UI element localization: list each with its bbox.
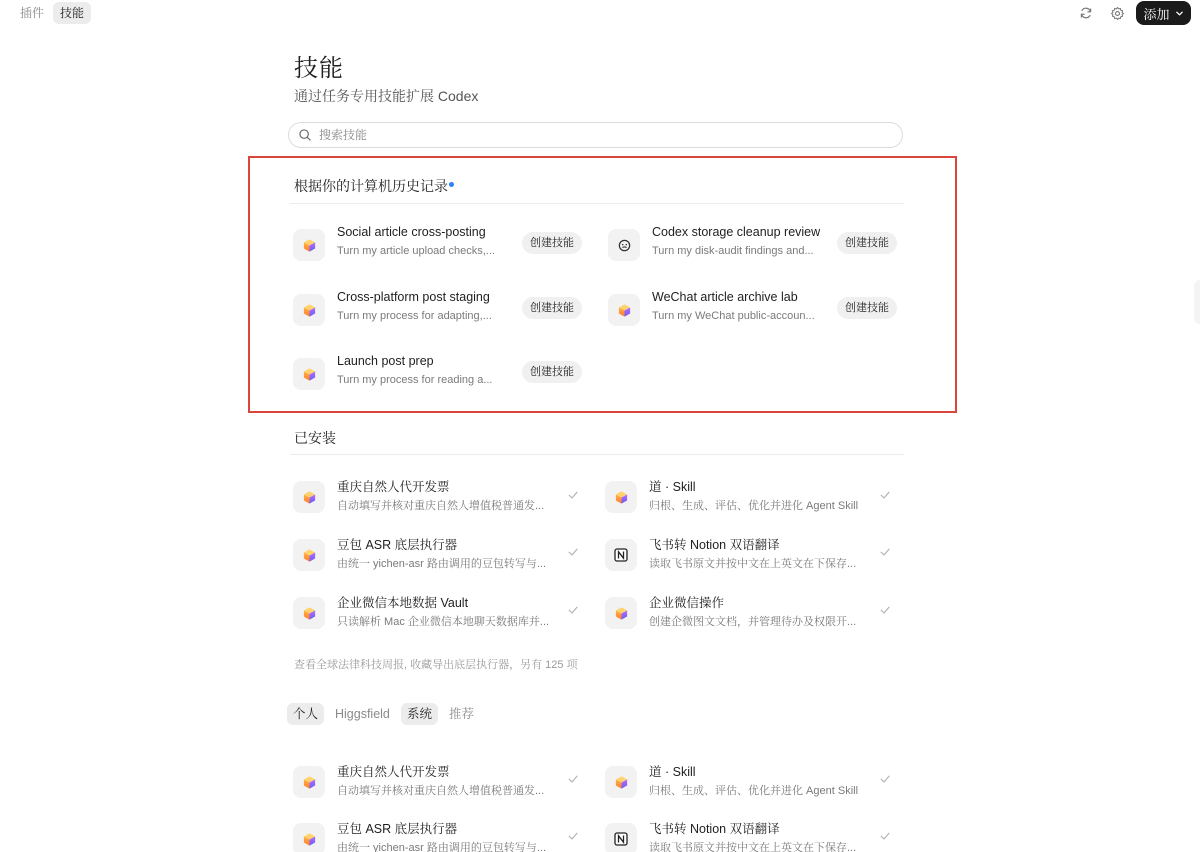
cube-icon	[293, 597, 325, 629]
cube-icon	[605, 481, 637, 513]
divider	[290, 454, 904, 455]
item-name: Launch post prep	[337, 354, 434, 368]
cube-icon	[293, 823, 325, 852]
item-name: 企业微信操作	[649, 596, 725, 610]
item-description: 读取飞书原文并按中文在上英文在下保存...	[649, 558, 857, 570]
filter-tab-higgsfield[interactable]: Higgsfield	[335, 707, 390, 721]
tab-skills[interactable]: 技能	[53, 2, 91, 24]
item-description: 创建企微图文文档，并管理待办及权限开...	[649, 616, 857, 628]
item-name: 豆包 ASR 底层执行器	[337, 538, 458, 552]
check-icon	[879, 773, 891, 785]
cube-icon	[293, 294, 325, 326]
page-title: 技能	[294, 55, 344, 82]
cube-icon	[605, 597, 637, 629]
side-panel-handle[interactable]	[1194, 280, 1200, 324]
item-description: 读取飞书原文并按中文在上英文在下保存...	[649, 842, 857, 852]
refresh-icon[interactable]	[1077, 4, 1095, 22]
filter-tab-personal[interactable]: 个人	[287, 703, 324, 725]
cube-icon	[293, 229, 325, 261]
item-description: Turn my WeChat public-accoun...	[652, 310, 815, 322]
face-icon	[608, 229, 640, 261]
installed-section-title: 已安装	[294, 430, 336, 446]
cube-icon	[608, 294, 640, 326]
item-description: Turn my disk-audit findings and...	[652, 245, 814, 257]
item-name: 重庆自然人代开发票	[337, 765, 450, 779]
filter-tab-recommended[interactable]: 推荐	[449, 707, 475, 721]
check-icon	[879, 830, 891, 842]
add-button-label: 添加	[1143, 6, 1170, 22]
item-description: Turn my article upload checks,...	[337, 245, 495, 257]
create-skill-button[interactable]: 创建技能	[522, 297, 582, 319]
item-description: Turn my process for adapting,...	[337, 310, 492, 322]
filtered-item[interactable]	[293, 819, 593, 852]
cube-icon	[293, 539, 325, 571]
installed-item[interactable]	[293, 535, 593, 575]
cube-icon	[293, 766, 325, 798]
cube-icon	[605, 766, 637, 798]
item-description: 自动填写并核对重庆自然人增值税普通发...	[337, 785, 545, 797]
check-icon	[567, 830, 579, 842]
notion-icon	[605, 539, 637, 571]
divider	[290, 203, 904, 204]
installed-item[interactable]	[293, 593, 593, 633]
item-name: Codex storage cleanup review	[652, 225, 821, 239]
notion-icon	[605, 823, 637, 852]
create-skill-button[interactable]: 创建技能	[837, 297, 897, 319]
installed-item[interactable]	[605, 535, 905, 575]
cube-icon	[293, 481, 325, 513]
item-description: Turn my process for reading a...	[337, 374, 493, 386]
tab-plugins[interactable]: 插件	[20, 6, 45, 20]
item-description: 由统一 yichen-asr 路由调用的豆包转写与...	[337, 842, 547, 852]
search-input[interactable]	[319, 128, 859, 142]
item-name: 道 · Skill	[649, 480, 696, 494]
add-button[interactable]	[1136, 1, 1191, 25]
check-icon	[567, 604, 579, 616]
create-skill-button[interactable]: 创建技能	[522, 232, 582, 254]
check-icon	[567, 489, 579, 501]
item-name: Cross-platform post staging	[337, 290, 490, 304]
new-indicator-dot	[449, 182, 454, 187]
check-icon	[567, 546, 579, 558]
filtered-item[interactable]	[605, 762, 905, 802]
installed-item[interactable]	[605, 477, 905, 517]
filtered-item[interactable]	[293, 762, 593, 802]
filtered-item[interactable]	[605, 819, 905, 852]
page-subtitle: 通过任务专用技能扩展 Codex	[294, 88, 479, 104]
item-name: 飞书转 Notion 双语翻译	[649, 538, 780, 552]
item-name: Social article cross-posting	[337, 225, 486, 239]
search-icon	[298, 128, 312, 142]
item-name: WeChat article archive lab	[652, 290, 798, 304]
more-installed-link[interactable]: 查看全球法律科技周报, 收藏导出底层执行器，另有 125 项	[294, 659, 578, 671]
item-description: 由统一 yichen-asr 路由调用的豆包转写与...	[337, 558, 547, 570]
item-name: 重庆自然人代开发票	[337, 480, 450, 494]
check-icon	[879, 546, 891, 558]
item-name: 道 · Skill	[649, 765, 696, 779]
top-bar	[0, 0, 1200, 26]
search-bar[interactable]	[288, 122, 903, 148]
chevron-down-icon	[1175, 9, 1184, 18]
create-skill-button[interactable]: 创建技能	[837, 232, 897, 254]
filter-tab-system[interactable]: 系统	[401, 703, 438, 725]
item-description: 归根、生成、评估、优化并进化 Agent Skill	[649, 500, 859, 512]
check-icon	[567, 773, 579, 785]
create-skill-button[interactable]: 创建技能	[522, 361, 582, 383]
check-icon	[879, 489, 891, 501]
item-name: 企业微信本地数据 Vault	[337, 596, 469, 610]
recommended-section-title: 根据你的计算机历史记录	[294, 178, 448, 194]
installed-item[interactable]	[605, 593, 905, 633]
gear-icon[interactable]	[1108, 4, 1126, 22]
item-description: 只读解析 Mac 企业微信本地聊天数据库并...	[337, 616, 550, 628]
check-icon	[879, 604, 891, 616]
item-name: 飞书转 Notion 双语翻译	[649, 822, 780, 836]
item-name: 豆包 ASR 底层执行器	[337, 822, 458, 836]
item-description: 自动填写并核对重庆自然人增值税普通发...	[337, 500, 545, 512]
item-description: 归根、生成、评估、优化并进化 Agent Skill	[649, 785, 859, 797]
cube-icon	[293, 358, 325, 390]
installed-item[interactable]	[293, 477, 593, 517]
